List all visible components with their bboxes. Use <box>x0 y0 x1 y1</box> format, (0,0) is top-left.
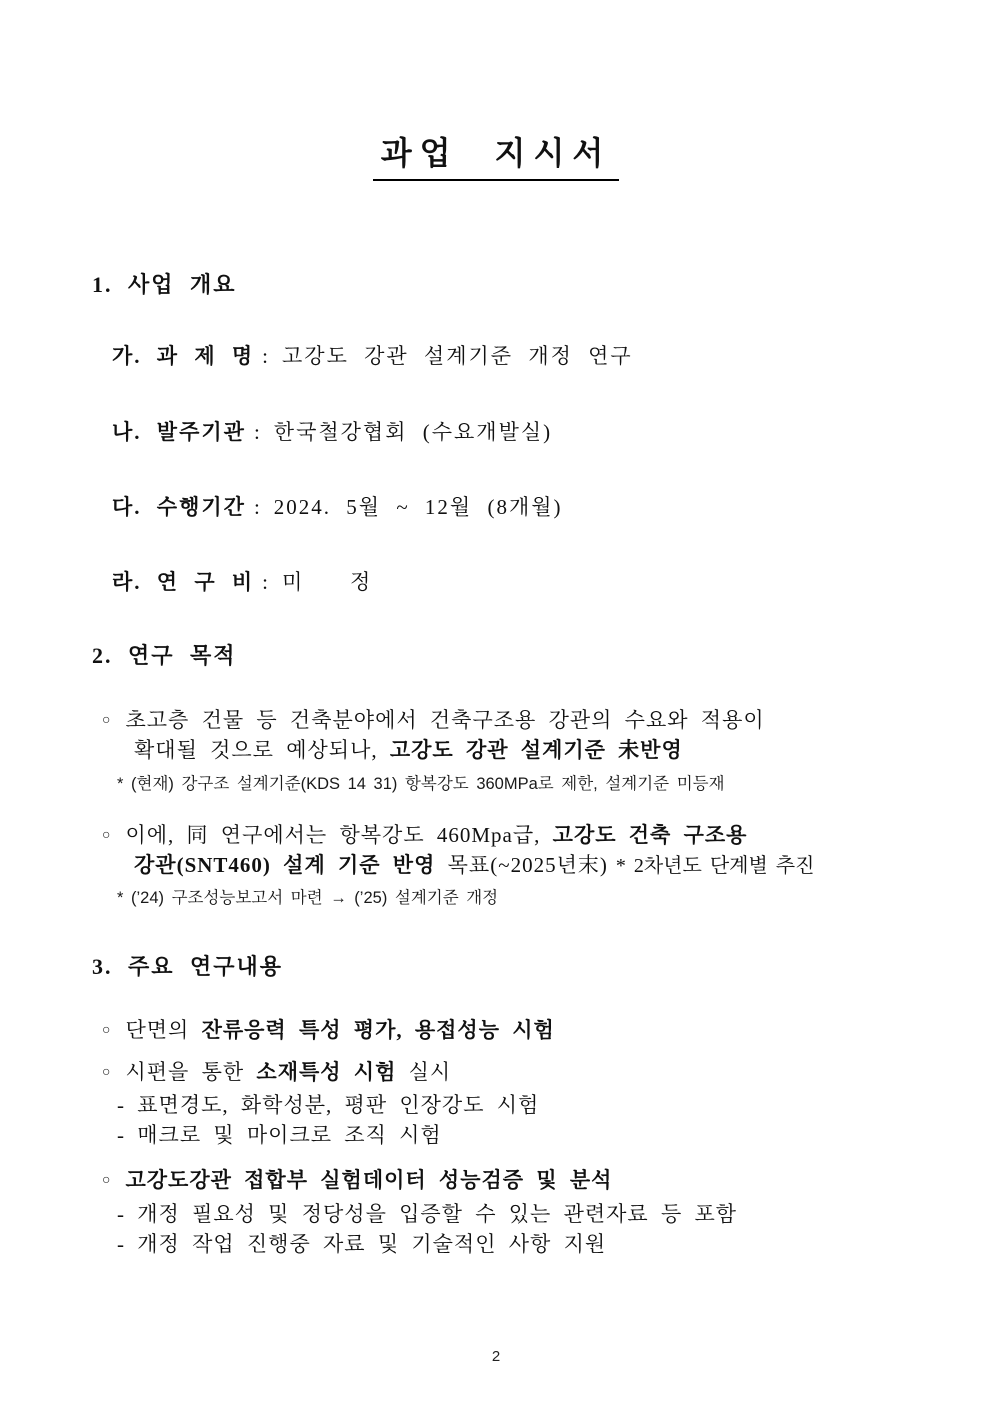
bullet-text-bold: 강관(SNT460) 설계 기준 반영 <box>134 853 436 877</box>
bullet-text: 이에, 同 연구에서는 항복강도 460Mpa급, <box>125 823 553 847</box>
section2-bullet1-line1 <box>102 705 765 736</box>
bullet-text: 초고층 건물 등 건축분야에서 건축구조용 강관의 수요와 적용이 <box>125 708 765 732</box>
section2-bullet2-line2 <box>134 850 814 881</box>
page-title: 과업 지시서 <box>373 128 620 181</box>
bullet-text-bold: 고강도 건축 구조용 <box>552 823 748 847</box>
bullet-text: 실시 <box>396 1060 452 1084</box>
bullet-text-small: * 2차년도 단계별 추진 <box>607 855 815 877</box>
item-label: 나. 발주기관 <box>112 420 246 444</box>
item-colon: : <box>253 495 262 519</box>
item-label: 가. 과 제 명 <box>112 344 255 368</box>
item-colon: : <box>253 420 262 444</box>
bullet-text: 목표(~2025년末) <box>435 853 608 877</box>
bullet-circle-icon: ○ <box>102 1173 112 1188</box>
bullet-text-bold: 고강도강관 접합부 실험데이터 성능검증 및 분석 <box>125 1168 613 1192</box>
item-value: 한국철강협회 (수요개발실) <box>273 420 553 444</box>
bullet-circle-icon: ○ <box>102 1023 112 1038</box>
title-row <box>0 128 992 181</box>
section2-bullet2-note: * (’24) 구조성능보고서 마련 → (’25) 설계기준 개정 <box>117 889 499 907</box>
bullet-text-bold: 잔류응력 특성 평가, 용접성능 시험 <box>201 1018 555 1042</box>
section2-bullet1-note: * (현재) 강구조 설계기준(KDS 14 31) 항복강도 360MPa로 제한, 설계기준 미등재 <box>117 775 725 793</box>
section1-item-ordering-agency <box>112 417 552 447</box>
section2-bullet1-line2 <box>134 735 683 765</box>
section3-bullet3-subitem: - 개정 작업 진행중 자료 및 기술적인 사항 지원 <box>117 1232 607 1256</box>
bullet-text: 확대될 것으로 예상되나, <box>134 738 390 762</box>
section3-bullet1 <box>102 1015 555 1046</box>
item-label: 다. 수행기간 <box>112 495 246 519</box>
section3-bullet2-subitem: - 매크로 및 마이크로 조직 시험 <box>117 1123 442 1147</box>
bullet-text-bold: 소재특성 시험 <box>256 1060 397 1084</box>
section2-heading: 2. 연구 목적 <box>92 643 237 668</box>
section3-bullet2-subitem: - 표면경도, 화학성분, 평판 인장강도 시험 <box>117 1093 540 1117</box>
section2-bullet2-line1 <box>102 820 747 851</box>
item-colon: : <box>262 344 270 368</box>
page-number: 2 <box>491 1348 501 1365</box>
bullet-text: 시편을 통한 <box>125 1060 257 1084</box>
bullet-circle-icon: ○ <box>102 713 112 728</box>
item-value: 미 정 <box>282 570 373 594</box>
section1-heading: 1. 사업 개요 <box>92 272 237 297</box>
bullet-circle-icon: ○ <box>102 828 112 843</box>
bullet-text-bold: 고강도 강관 설계기준 未반영 <box>389 738 683 762</box>
section3-bullet3 <box>102 1165 612 1196</box>
section1-item-budget <box>112 567 372 597</box>
section1-item-project-name <box>112 341 633 371</box>
bullet-text: 단면의 <box>125 1018 202 1042</box>
item-value: 고강도 강관 설계기준 개정 연구 <box>282 344 633 368</box>
item-colon: : <box>262 570 270 594</box>
section3-heading: 3. 주요 연구내용 <box>92 954 284 979</box>
section3-bullet3-subitem: - 개정 필요성 및 정당성을 입증할 수 있는 관련자료 등 포함 <box>117 1202 738 1226</box>
section1-item-period <box>112 492 563 522</box>
bullet-circle-icon: ○ <box>102 1065 112 1080</box>
section3-bullet2 <box>102 1057 451 1088</box>
item-label: 라. 연 구 비 <box>112 570 255 594</box>
item-value: 2024. 5월 ~ 12월 (8개월) <box>273 495 563 519</box>
